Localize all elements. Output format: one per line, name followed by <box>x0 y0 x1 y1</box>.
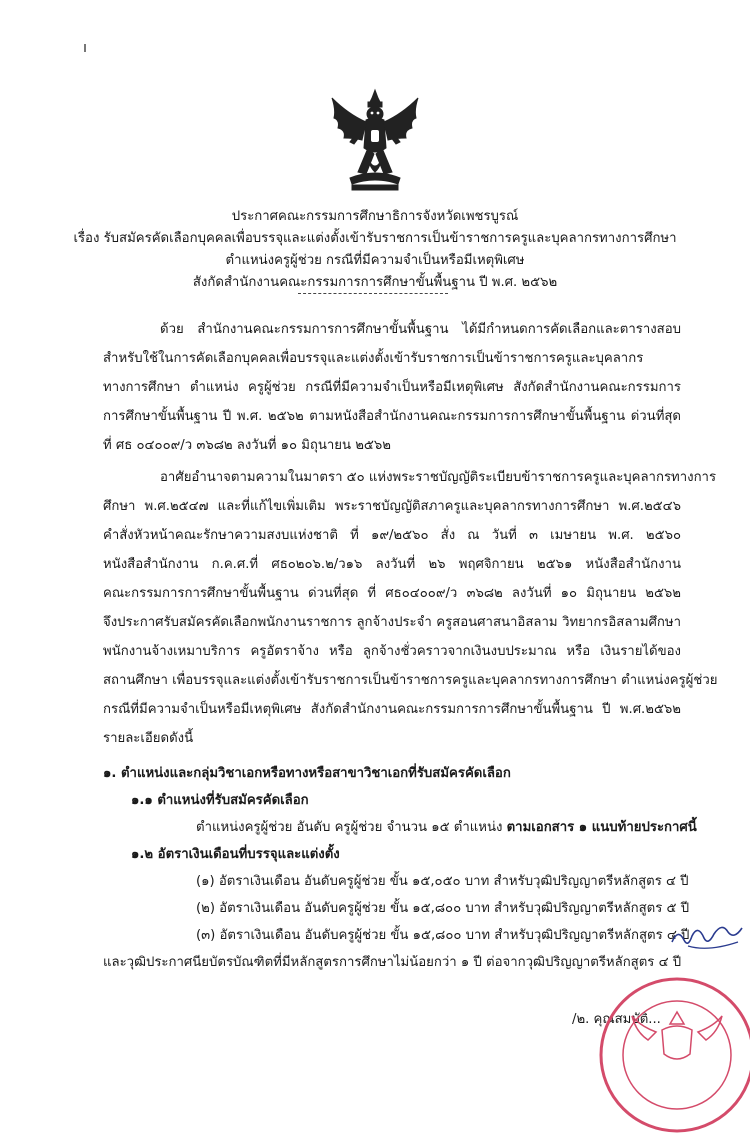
announcement-affiliation: สังกัดสำนักงานคณะกรรมการการศึกษาขั้นพื้นฐาน ปี พ.ศ. ๒๕๖๒ <box>192 275 558 290</box>
signature <box>668 918 746 954</box>
para2-line: หนังสือสำนักงาน ก.ค.ศ.ที่ ศธ๐๒๐๖.๒/ว๑๖ ลงวันที่ ๒๖ พฤศจิกายน ๒๕๖๑ หนังสือสำนักงาน <box>103 557 681 572</box>
para2-line: พนักงานจ้างเหมาบริการ ครูอัตราจ้าง หรือ ลูกจ้างชั่วคราวจากเงินงบประมาณ หรือ เงินรายได้ของ <box>103 644 681 659</box>
attachment-reference: ตามเอกสาร ๑ แนบท้ายประกาศนี้ <box>506 820 697 835</box>
section1-1-text <box>196 818 697 838</box>
para2-line: รายละเอียดดังนี้ <box>103 731 194 746</box>
page-continuation: /๒. คุณสมบัติ... <box>572 1012 661 1027</box>
para1-line: สำหรับใช้ในการคัดเลือกบุคคลเพื่อบรรจุและแต่งตั้งเข้ารับราชการเป็นข้าราชการครูและบุคลากร <box>103 351 644 366</box>
para2-line: คณะกรรมการการศึกษาขั้นพื้นฐาน ด่วนที่สุด ที่ ศธ๐๔๐๐๙/ว ๓๖๘๒ ลงวันที่ ๑๐ มิถุนายน ๒๕๖๒ <box>103 586 681 601</box>
para1-line: การศึกษาขั้นพื้นฐาน ปี พ.ศ. ๒๕๖๒ ตามหนังสือสำนักงานคณะกรรมการการศึกษาขั้นพื้นฐาน ด่วนที่สุด <box>103 409 681 424</box>
position-count-text: ตำแหน่งครูผู้ช่วย อันดับ ครูผู้ช่วย จำนวน ๑๕ ตำแหน่ง <box>196 820 507 835</box>
para2-line: สถานศึกษา เพื่อบรรจุและแต่งตั้งเข้ารับราชการเป็นข้าราชการครูและบุคลากรทางการศึกษา ตำแหน่งครูผู้ช่วย <box>103 673 718 688</box>
salary-item: (๑) อัตราเงินเดือน อันดับครูผู้ช่วย ขั้น ๑๕,๐๕๐ บาท สำหรับวุฒิปริญญาตรีหลักสูตร ๔ ปี <box>196 874 689 889</box>
salary-item: (๒) อัตราเงินเดือน อันดับครูผู้ช่วย ขั้น ๑๕,๘๐๐ บาท สำหรับวุฒิปริญญาตรีหลักสูตร ๕ ปี <box>196 901 690 916</box>
header-divider <box>298 293 448 294</box>
para2-line: ศึกษา พ.ศ.๒๕๔๗ และที่แก้ไขเพิ่มเติม พระราชบัญญัติสภาครูและบุคลากรทางการศึกษา พ.ศ.๒๕๔๖ <box>103 499 681 514</box>
section1-title: ๑. ตำแหน่งและกลุ่มวิชาเอกหรือทางหรือสาขาวิชาเอกที่รับสมัครคัดเลือก <box>103 766 511 781</box>
para2-line: คำสั่งหัวหน้าคณะรักษาความสงบแห่งชาติ ที่ ๑๙/๒๕๖๐ สั่ง ณ วันที่ ๓ เมษายน พ.ศ. ๒๕๖๐ <box>103 528 681 543</box>
para2-line: จึงประกาศรับสมัครคัดเลือกพนักงานราชการ ลูกจ้างประจำ ครูสอนศาสนาอิสลาม วิทยากรอิสลามศึกษา <box>103 615 681 630</box>
garuda-emblem-icon <box>328 88 422 194</box>
para2-line: อาศัยอำนาจตามความในมาตรา ๕๐ แห่งพระราชบัญญัติระเบียบข้าราชการครูและบุคลากรทางการ <box>160 470 717 485</box>
announcement-position: ตำแหน่งครูผู้ช่วย กรณีที่มีความจำเป็นหรือมีเหตุพิเศษ <box>225 253 525 268</box>
salary-item: (๓) อัตราเงินเดือน อันดับครูผู้ช่วย ขั้น ๑๕,๘๐๐ บาท สำหรับวุฒิปริญญาตรีหลักสูตร ๔ ปี <box>196 928 690 943</box>
section1-2-title: ๑.๒ อัตราเงินเดือนที่บรรจุและแต่งตั้ง <box>131 847 340 862</box>
section1-1-title: ๑.๑ ตำแหน่งที่รับสมัครคัดเลือก <box>131 793 309 808</box>
scan-mark <box>84 44 86 52</box>
announcement-authority: ประกาศคณะกรรมการศึกษาธิการจังหวัดเพชรบูรณ์ <box>231 209 519 224</box>
announcement-subject: เรื่อง รับสมัครคัดเลือกบุคคลเพื่อบรรจุและแต่งตั้งเข้ารับราชการเป็นข้าราชการครูและบุคลากรทางการศึกษา <box>73 231 677 246</box>
salary-item-continued: และวุฒิประกาศนียบัตรบัณฑิตที่มีหลักสูตรการศึกษาไม่น้อยกว่า ๑ ปี ต่อจากวุฒิปริญญาตรีหลักสูตร ๔ ปี <box>103 955 682 970</box>
para1-line: ทางการศึกษา ตำแหน่ง ครูผู้ช่วย กรณีที่มีความจำเป็นหรือมีเหตุพิเศษ สังกัดสำนักงานคณะกรรมการ <box>103 380 681 395</box>
para2-line: กรณีที่มีความจำเป็นหรือมีเหตุพิเศษ สังกัดสำนักงานคณะกรรมการการศึกษาขั้นพื้นฐาน ปี พ.ศ.๒๕๖๒ <box>103 702 681 717</box>
official-seal-stamp <box>596 974 750 1136</box>
para1-line: ที่ ศธ ๐๔๐๐๙/ว ๓๖๘๒ ลงวันที่ ๑๐ มิถุนายน ๒๕๖๒ <box>103 438 391 453</box>
para1-line: ด้วย สำนักงานคณะกรรมการการศึกษาขั้นพื้นฐาน ได้มีกำหนดการคัดเลือกและตารางสอบ <box>160 322 681 337</box>
